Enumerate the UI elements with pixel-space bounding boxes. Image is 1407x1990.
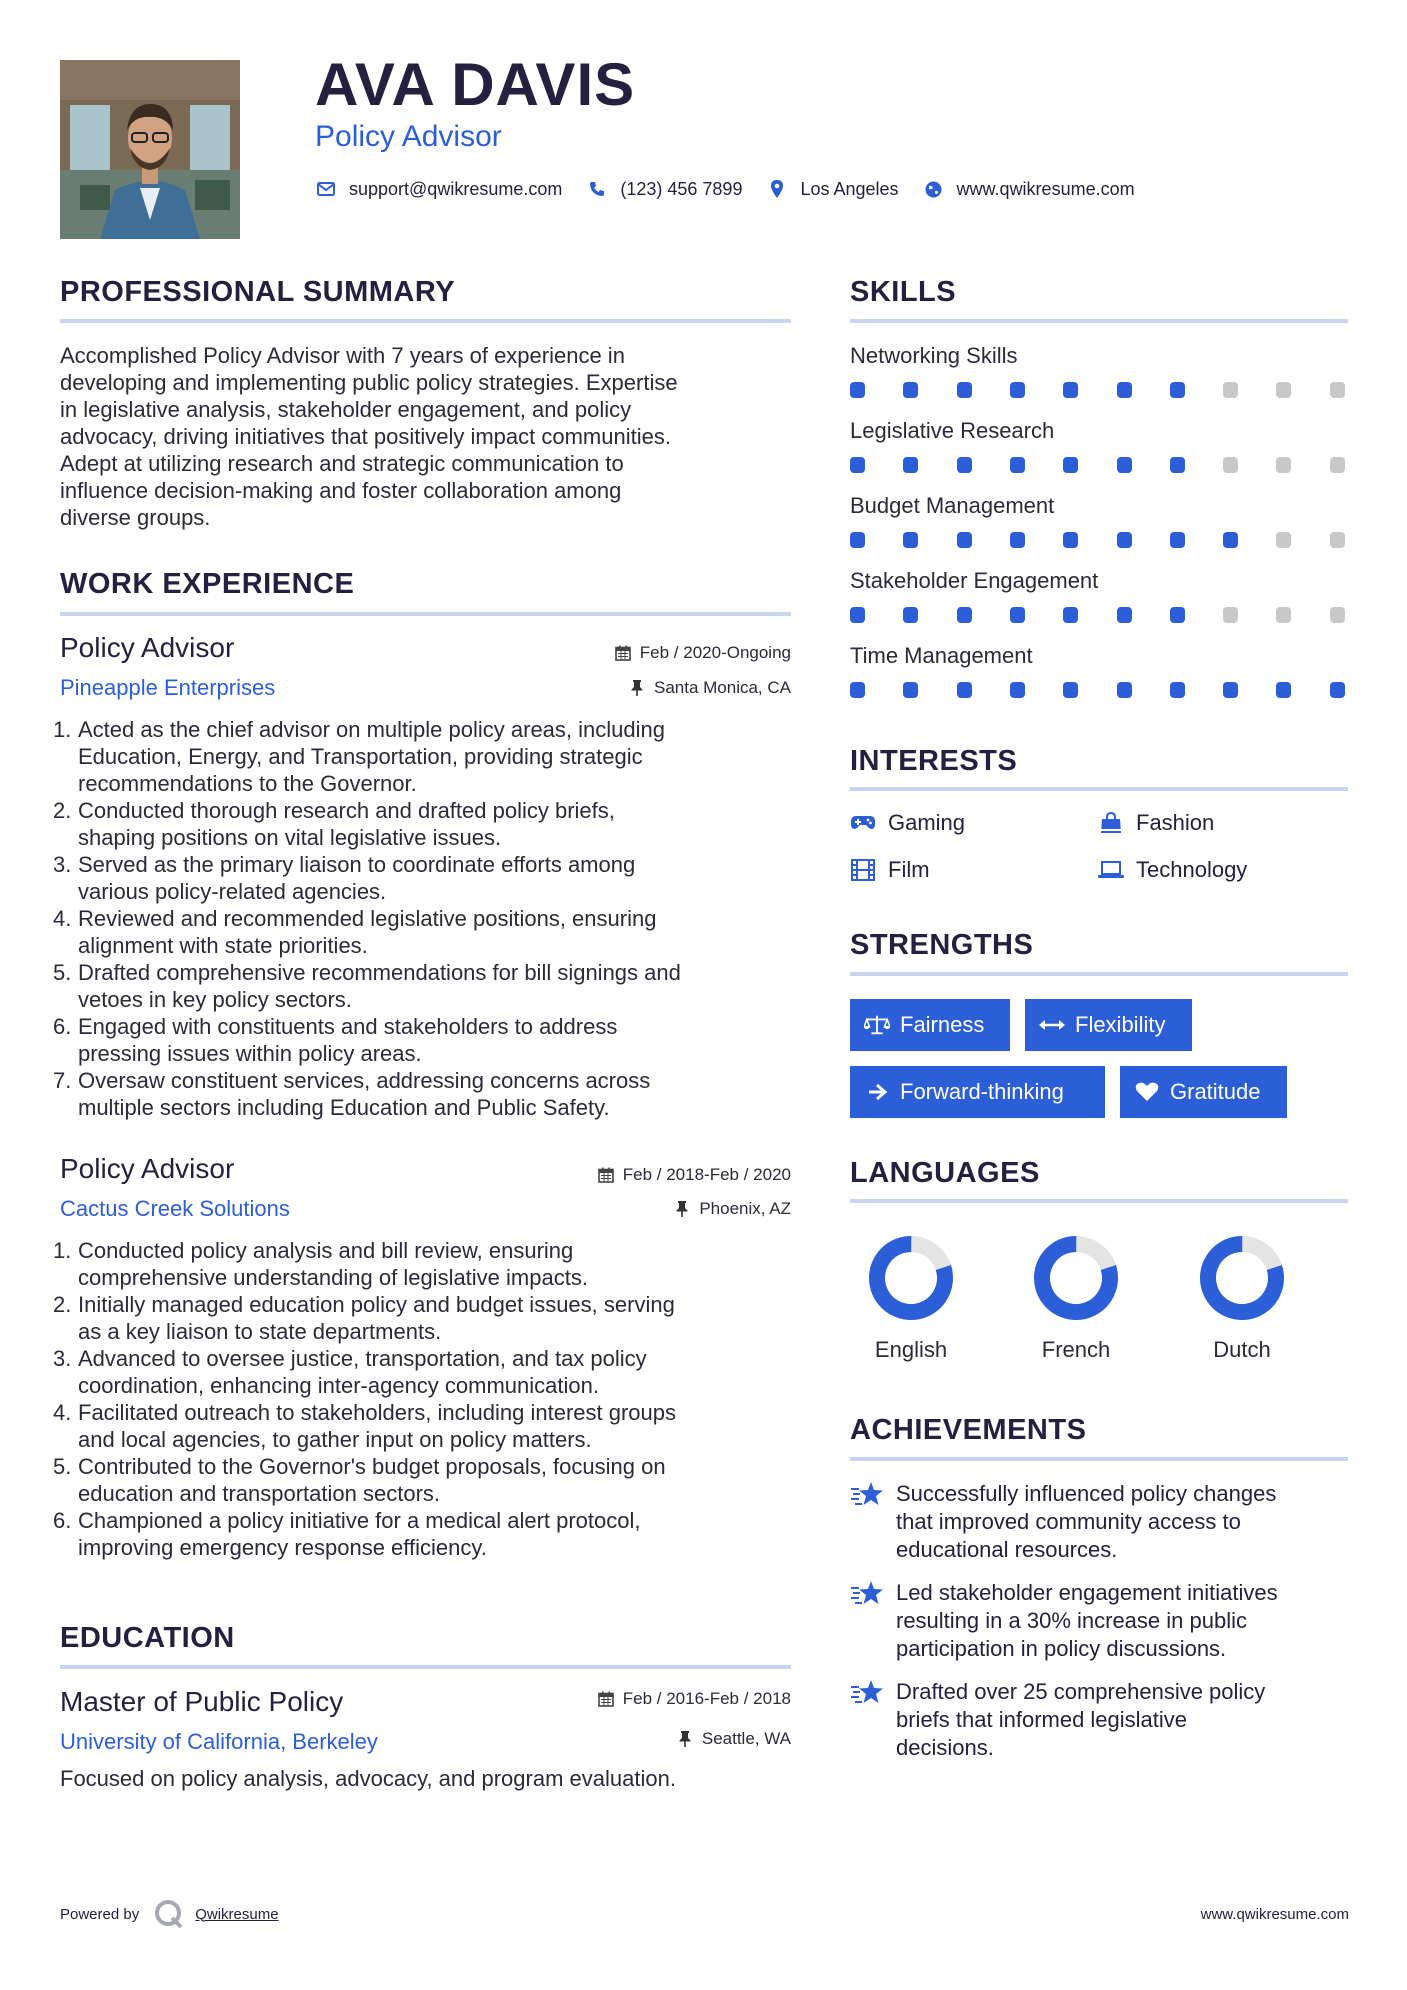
skill-label: Networking Skills bbox=[850, 343, 1018, 368]
calendar-icon bbox=[597, 1166, 615, 1184]
skill-dot bbox=[957, 682, 972, 698]
job-location-text: Phoenix, AZ bbox=[699, 1199, 791, 1218]
strength-chip bbox=[850, 1066, 1105, 1118]
list-item: 3. Advanced to oversee justice, transportation, and tax policy coordination, enhancing inter-agency communication. bbox=[53, 1346, 647, 1398]
summary-line: developing and implementing public policy strategies. Expertise bbox=[60, 370, 678, 395]
qwikresume-logo-icon bbox=[153, 1898, 185, 1930]
skill-dot bbox=[1117, 382, 1132, 398]
interest-label: Technology bbox=[1136, 857, 1248, 882]
language-dutch bbox=[1182, 1232, 1302, 1363]
powered-by-text: Powered by bbox=[60, 1905, 140, 1923]
list-item: 4. Facilitated outreach to stakeholders, including interest groups and local agencies, to gather input on policy matters. bbox=[53, 1400, 677, 1452]
interest-fashion bbox=[1098, 810, 1214, 836]
experience-heading: WORK EXPERIENCE bbox=[60, 568, 355, 600]
profile-photo bbox=[60, 60, 240, 239]
globe-icon bbox=[923, 178, 945, 200]
envelope-icon bbox=[315, 178, 337, 200]
footer-website[interactable]: www.qwikresume.com bbox=[1200, 1906, 1349, 1923]
skill-rating bbox=[850, 682, 1350, 698]
summary-line: influence decision-making and foster collaboration among bbox=[60, 478, 622, 503]
skill-rating bbox=[850, 607, 1350, 623]
skill-dot bbox=[1063, 682, 1078, 698]
shopping-bag-icon bbox=[1098, 812, 1124, 834]
job-company[interactable]: Cactus Creek Solutions bbox=[60, 1196, 290, 1221]
language-ring bbox=[865, 1232, 957, 1324]
education-location bbox=[676, 1729, 791, 1749]
skill-dot bbox=[957, 382, 972, 398]
skill-dot bbox=[903, 457, 918, 473]
skill-dot bbox=[1330, 457, 1345, 473]
contact-bar bbox=[315, 178, 1159, 200]
language-ring bbox=[1030, 1232, 1122, 1324]
balance-scale-icon bbox=[864, 1014, 890, 1036]
job-dates-text: Feb / 2018-Feb / 2020 bbox=[622, 1165, 791, 1184]
skill-dot bbox=[1223, 607, 1238, 623]
contact-website-text: www.qwikresume.com bbox=[956, 178, 1135, 199]
job-location-text: Santa Monica, CA bbox=[653, 678, 791, 697]
achievement-item bbox=[850, 1678, 1360, 1762]
skill-dot bbox=[1276, 457, 1291, 473]
list-item: 6. Engaged with constituents and stakeholders to address pressing issues within policy areas. bbox=[53, 1014, 618, 1066]
skill-dot bbox=[1223, 532, 1238, 548]
skill-dot bbox=[1010, 457, 1025, 473]
skill-dot bbox=[1276, 607, 1291, 623]
contact-location-text: Los Angeles bbox=[800, 178, 899, 199]
skill-dot bbox=[1063, 457, 1078, 473]
strength-label: Fairness bbox=[900, 1012, 985, 1037]
job-company[interactable]: Pineapple Enterprises bbox=[60, 675, 276, 700]
skill-rating bbox=[850, 382, 1350, 398]
summary-line: advocacy, driving initiatives that positively impact communities. bbox=[60, 424, 671, 449]
achievement-item bbox=[850, 1480, 1360, 1564]
ring-progress bbox=[868, 1235, 954, 1321]
skill-dot bbox=[1063, 382, 1078, 398]
skill-dot bbox=[1170, 382, 1185, 398]
skill-dot bbox=[1223, 382, 1238, 398]
job-location bbox=[628, 678, 791, 698]
candidate-role: Policy Advisor bbox=[315, 120, 502, 153]
skill-dot bbox=[1170, 532, 1185, 548]
interest-gaming bbox=[850, 810, 965, 836]
summary-line: Accomplished Policy Advisor with 7 years of experience in bbox=[60, 343, 625, 368]
strength-chip bbox=[1120, 1066, 1287, 1118]
skill-label: Time Management bbox=[850, 643, 1033, 668]
ring-progress bbox=[1033, 1235, 1119, 1321]
skill-dot bbox=[1223, 457, 1238, 473]
list-item: 2. Conducted thorough research and drafted policy briefs, shaping positions on vital legislative issues. bbox=[53, 798, 615, 850]
contact-email[interactable] bbox=[315, 178, 562, 200]
skill-dot bbox=[1170, 457, 1185, 473]
skill-dot bbox=[1223, 682, 1238, 698]
interest-label: Gaming bbox=[888, 810, 966, 835]
strength-label: Forward-thinking bbox=[900, 1079, 1064, 1104]
education-divider bbox=[60, 1665, 791, 1669]
strengths-divider bbox=[850, 972, 1348, 976]
skill-dot bbox=[1170, 607, 1185, 623]
job-dates-text: Feb / 2020-Ongoing bbox=[639, 643, 791, 662]
skill-dot bbox=[1170, 682, 1185, 698]
job-dates bbox=[614, 643, 791, 663]
brand-link[interactable]: Qwikresume bbox=[195, 1905, 279, 1923]
summary-line: Adept at utilizing research and strategic communication to bbox=[60, 451, 624, 476]
interest-film bbox=[850, 857, 930, 883]
skill-dot bbox=[957, 607, 972, 623]
contact-location bbox=[766, 178, 898, 200]
job-title: Policy Advisor bbox=[60, 632, 235, 663]
skill-dot bbox=[1010, 532, 1025, 548]
list-item: 3. Served as the primary liaison to coordinate efforts among various policy-related agencies. bbox=[53, 852, 636, 904]
interest-label: Fashion bbox=[1136, 810, 1215, 835]
contact-phone[interactable] bbox=[586, 178, 742, 200]
strength-chip bbox=[850, 999, 1010, 1051]
skills-divider bbox=[850, 319, 1348, 323]
star-icon bbox=[850, 1579, 884, 1609]
skill-dot bbox=[903, 682, 918, 698]
language-label: Dutch bbox=[1213, 1337, 1271, 1362]
list-item: 6. Championed a policy initiative for a medical alert protocol, improving emergency response efficiency. bbox=[53, 1508, 641, 1560]
achievements-divider bbox=[850, 1457, 1348, 1461]
language-label: English bbox=[874, 1337, 948, 1362]
skill-label: Legislative Research bbox=[850, 418, 1055, 443]
achievement-item bbox=[850, 1579, 1360, 1663]
skill-dot bbox=[957, 457, 972, 473]
strength-label: Gratitude bbox=[1170, 1079, 1261, 1104]
skill-dot bbox=[1330, 607, 1345, 623]
summary-line: diverse groups. bbox=[60, 505, 211, 530]
strength-chip bbox=[1025, 999, 1192, 1051]
skill-dot bbox=[1276, 682, 1291, 698]
summary-line: in legislative analysis, stakeholder engagement, and policy bbox=[60, 397, 632, 422]
star-icon bbox=[850, 1480, 884, 1510]
arrow-right-icon bbox=[864, 1081, 890, 1103]
calendar-icon bbox=[597, 1690, 615, 1708]
skill-dot bbox=[1010, 382, 1025, 398]
laptop-icon bbox=[1098, 859, 1124, 881]
footer-branding bbox=[60, 1898, 279, 1930]
language-ring bbox=[1196, 1232, 1288, 1324]
skill-dot bbox=[903, 532, 918, 548]
degree-title: Master of Public Policy bbox=[60, 1686, 344, 1717]
job-duties bbox=[53, 1237, 800, 1561]
education-dates-text: Feb / 2016-Feb / 2018 bbox=[622, 1689, 791, 1708]
summary-divider bbox=[60, 319, 791, 323]
phone-icon bbox=[586, 178, 608, 200]
contact-email-text: support@qwikresume.com bbox=[349, 178, 563, 199]
strength-label: Flexibility bbox=[1075, 1012, 1166, 1037]
job-dates bbox=[597, 1165, 791, 1185]
skill-dot bbox=[1276, 382, 1291, 398]
heart-icon bbox=[1134, 1081, 1160, 1103]
skill-rating bbox=[850, 532, 1350, 548]
education-location-text: Seattle, WA bbox=[701, 1729, 791, 1748]
skill-dot bbox=[1330, 682, 1345, 698]
languages-heading: LANGUAGES bbox=[850, 1157, 1040, 1189]
interest-technology bbox=[1098, 857, 1247, 883]
skill-dot bbox=[1117, 532, 1132, 548]
skill-dot bbox=[903, 382, 918, 398]
experience-divider bbox=[60, 612, 791, 616]
calendar-icon bbox=[614, 644, 632, 662]
contact-phone-text: (123) 456 7899 bbox=[620, 178, 743, 199]
pushpin-icon bbox=[676, 1730, 694, 1748]
achievement-text: Drafted over 25 comprehensive policy briefs that informed legislative decisions. bbox=[896, 1679, 1266, 1760]
strengths-heading: STRENGTHS bbox=[850, 929, 1034, 961]
arrows-horizontal-icon bbox=[1039, 1014, 1065, 1036]
skill-dot bbox=[1010, 607, 1025, 623]
skill-dot bbox=[903, 607, 918, 623]
interests-divider bbox=[850, 787, 1348, 791]
summary-heading: PROFESSIONAL SUMMARY bbox=[60, 276, 456, 308]
skill-dot bbox=[1330, 532, 1345, 548]
list-item: 4. Reviewed and recommended legislative positions, ensuring alignment with state priorities. bbox=[53, 906, 657, 958]
skill-rating bbox=[850, 457, 1350, 473]
interests-heading: INTERESTS bbox=[850, 745, 1018, 777]
skill-dot bbox=[1117, 607, 1132, 623]
list-item: 1. Conducted policy analysis and bill review, ensuring comprehensive understanding of legislative impacts. bbox=[53, 1238, 588, 1290]
ring-progress bbox=[1199, 1235, 1285, 1321]
list-item: 7. Oversaw constituent services, addressing concerns across multiple sectors including Education and Public Safety. bbox=[53, 1068, 651, 1120]
skill-dot bbox=[1063, 532, 1078, 548]
map-marker-icon bbox=[766, 178, 788, 200]
language-french bbox=[1016, 1232, 1136, 1363]
job-duties bbox=[53, 716, 800, 1121]
star-icon bbox=[850, 1678, 884, 1708]
skill-dot bbox=[850, 457, 865, 473]
gamepad-icon bbox=[850, 812, 876, 834]
skill-dot bbox=[1330, 382, 1345, 398]
skill-dot bbox=[957, 532, 972, 548]
education-description: Focused on policy analysis, advocacy, and program evaluation. bbox=[60, 1766, 676, 1791]
language-english bbox=[851, 1232, 971, 1363]
candidate-name: AVA DAVIS bbox=[315, 51, 636, 118]
skill-dot bbox=[1276, 532, 1291, 548]
skill-dot bbox=[850, 532, 865, 548]
job-title: Policy Advisor bbox=[60, 1153, 235, 1184]
skill-dot bbox=[850, 382, 865, 398]
skills-heading: SKILLS bbox=[850, 276, 957, 308]
skill-dot bbox=[1010, 682, 1025, 698]
list-item: 5. Drafted comprehensive recommendations for bill signings and vetoes in key policy sectors. bbox=[53, 960, 681, 1012]
achievements-heading: ACHIEVEMENTS bbox=[850, 1414, 1087, 1446]
skill-label: Stakeholder Engagement bbox=[850, 568, 1099, 593]
school-name[interactable]: University of California, Berkeley bbox=[60, 1729, 378, 1754]
education-heading: EDUCATION bbox=[60, 1622, 235, 1654]
achievement-text: Successfully influenced policy changes that improved community access to educational resources. bbox=[896, 1481, 1277, 1562]
achievement-text: Led stakeholder engagement initiatives resulting in a 30% increase in public participation in policy discussions. bbox=[896, 1580, 1278, 1661]
skill-label: Budget Management bbox=[850, 493, 1055, 518]
job-location bbox=[673, 1199, 791, 1219]
education-dates bbox=[597, 1689, 791, 1709]
skill-dot bbox=[1063, 607, 1078, 623]
list-item: 2. Initially managed education policy and budget issues, serving as a key liaison to state departments. bbox=[53, 1292, 675, 1344]
skill-dot bbox=[850, 682, 865, 698]
contact-website[interactable] bbox=[923, 178, 1135, 200]
list-item: 1. Acted as the chief advisor on multiple policy areas, including Education, Energy, and Transportation, providing strategic recommendations to the Governor. bbox=[53, 717, 665, 796]
summary-text bbox=[60, 342, 791, 531]
skill-dot bbox=[1117, 682, 1132, 698]
pushpin-icon bbox=[628, 679, 646, 697]
interest-label: Film bbox=[888, 857, 930, 882]
language-label: French bbox=[1041, 1337, 1111, 1362]
skill-dot bbox=[1117, 457, 1132, 473]
pushpin-icon bbox=[673, 1200, 691, 1218]
film-icon bbox=[850, 859, 876, 881]
languages-divider bbox=[850, 1199, 1348, 1203]
skill-dot bbox=[850, 607, 865, 623]
list-item: 5. Contributed to the Governor's budget proposals, focusing on education and transportation sectors. bbox=[53, 1454, 666, 1506]
